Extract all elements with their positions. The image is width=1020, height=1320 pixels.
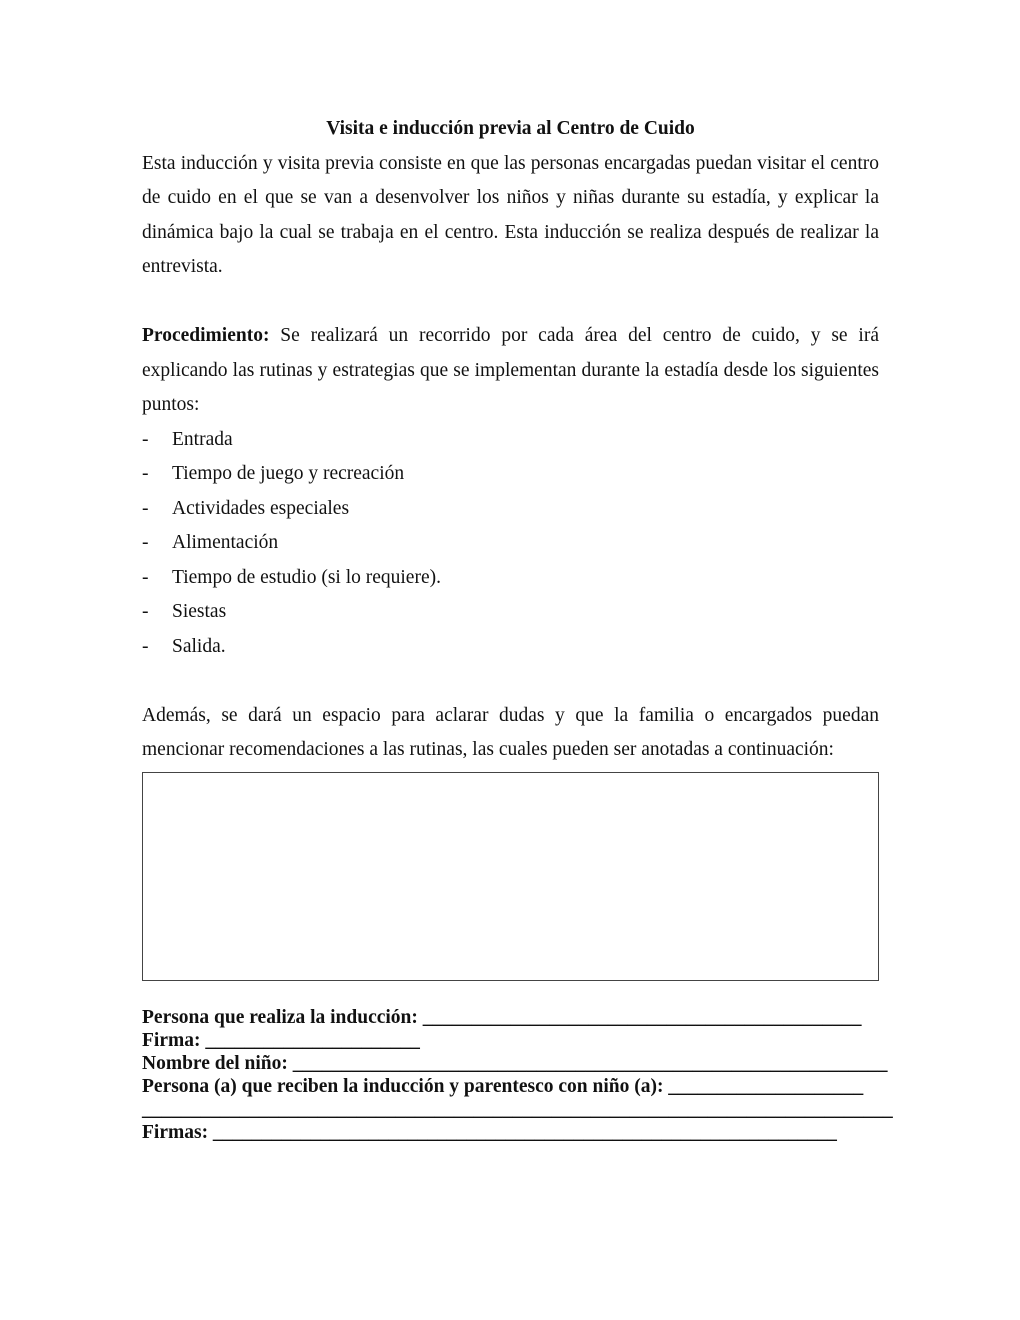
child-name-line[interactable]: Nombre del niño: _____________________________________________________________	[142, 1052, 888, 1074]
list-item	[142, 630, 879, 665]
list-item-text: Salida.	[172, 635, 226, 657]
bullet-dash: -	[142, 497, 149, 519]
intro-paragraph: Esta inducción y visita previa consiste en que las personas encargadas puedan visitar el centro de cuido en el que se van a desenvolver los niños y niñas durante su estadía, y explicar la dinámica bajo la cual se trabaja en el centro. Esta inducción se realiza después de realizar la entrevista.	[142, 152, 879, 277]
bullet-dash: -	[142, 428, 149, 450]
list-item-text: Alimentación	[172, 532, 279, 553]
list-item-text: Siestas	[172, 601, 227, 622]
closing-paragraph: Además, se dará un espacio para aclarar dudas y que la familia o encargados puedan mencionar recomendaciones a las rutinas, las cuales pueden ser anotadas a continuación:	[142, 704, 879, 760]
procedure-text: Se realizará un recorrido por cada área del centro de cuido, y se irá explicando las rutinas y estrategias que se implementan durante la estadía desde los siguientes puntos:	[142, 325, 879, 415]
bullet-dash: -	[142, 463, 149, 484]
bullet-dash: -	[142, 601, 149, 622]
recipient-continuation-line[interactable]: _____________________________________________________________________________	[142, 1098, 893, 1120]
recipient-line[interactable]: Persona (a) que reciben la inducción y parentesco con niño (a): ____________________	[142, 1075, 864, 1097]
list-item	[142, 492, 879, 527]
list-item	[142, 526, 879, 561]
signature-section	[142, 1006, 893, 1144]
list-item	[142, 457, 879, 492]
bullet-dash: -	[142, 532, 149, 553]
bullet-dash: -	[142, 566, 149, 588]
list-item-text: Actividades especiales	[172, 497, 350, 519]
notes-box[interactable]	[142, 772, 879, 981]
inductor-line[interactable]: Persona que realiza la inducción: _____________________________________________	[142, 1006, 862, 1028]
document-page	[142, 112, 893, 1144]
procedure-paragraph	[142, 319, 879, 423]
list-item	[142, 595, 879, 630]
procedure-label: Procedimiento:	[142, 325, 270, 346]
spacer	[142, 664, 879, 699]
list-item-text: Entrada	[172, 428, 233, 450]
bullet-dash: -	[142, 635, 149, 657]
spacer	[142, 285, 879, 320]
document-title: Visita e inducción previa al Centro de Cuido	[326, 118, 695, 139]
signature-line[interactable]: Firma: ______________________	[142, 1029, 420, 1051]
list-item-text: Tiempo de juego y recreación	[172, 463, 405, 484]
points-list	[142, 423, 879, 665]
list-item-text: Tiempo de estudio (si lo requiere).	[172, 566, 441, 588]
signatures-line[interactable]: Firmas: ________________________________________________________________	[142, 1121, 837, 1143]
list-item	[142, 561, 879, 596]
list-item	[142, 423, 879, 458]
